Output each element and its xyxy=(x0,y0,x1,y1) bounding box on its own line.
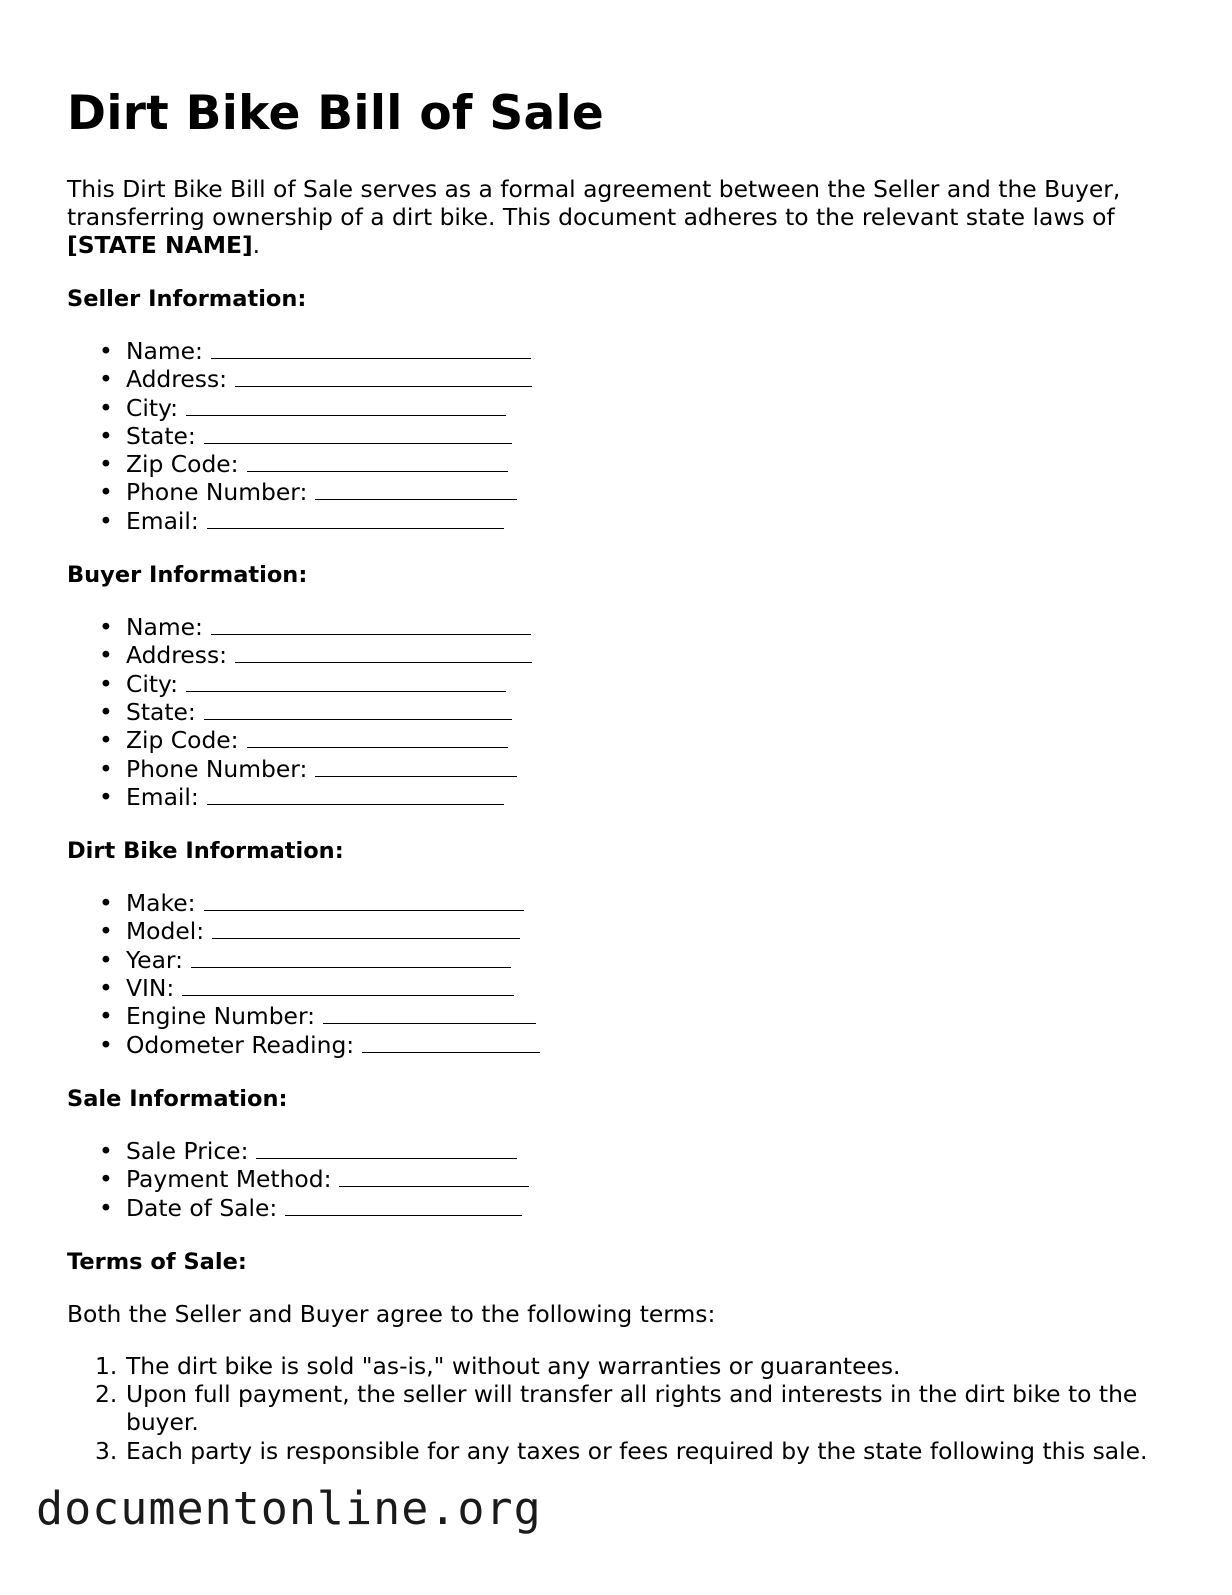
field-label: Zip Code: xyxy=(126,450,239,479)
seller-name-blank[interactable] xyxy=(211,338,531,359)
field-label: Sale Price: xyxy=(126,1136,249,1165)
field-label: Model: xyxy=(126,917,205,946)
buyer-state-field xyxy=(67,698,1177,726)
bike-year-field xyxy=(67,946,1177,974)
watermark: documentonline.org xyxy=(36,1482,542,1535)
field-label: State: xyxy=(126,421,196,450)
bike-vin-blank[interactable] xyxy=(182,975,514,996)
bullet: • xyxy=(99,337,113,365)
buyer-state-blank[interactable] xyxy=(204,699,512,720)
bullet: • xyxy=(99,506,113,535)
bike-make-field xyxy=(67,889,1177,917)
field-label: Payment Method: xyxy=(126,1165,332,1194)
buyer-address-field xyxy=(67,641,1177,669)
seller-state-blank[interactable] xyxy=(204,423,512,444)
field-label: Phone Number: xyxy=(126,754,308,783)
bullet: • xyxy=(99,421,113,450)
seller-address-blank[interactable] xyxy=(235,366,532,387)
term-item xyxy=(67,1380,1167,1437)
bike-model-field xyxy=(67,917,1177,945)
buyer-zip-field xyxy=(67,726,1177,754)
intro-text: This Dirt Bike Bill of Sale serves as a formal agreement between the Seller and the Buyer, transferring ownership of a dirt bike. This document adheres to the relevant state laws of xyxy=(67,175,1121,231)
bullet: • xyxy=(99,1136,113,1165)
bullet: • xyxy=(99,697,113,726)
buyer-phone-blank[interactable] xyxy=(315,756,517,777)
date-of-sale-field xyxy=(67,1194,1177,1222)
bullet: • xyxy=(99,641,113,670)
field-label: Zip Code: xyxy=(126,726,239,755)
buyer-city-blank[interactable] xyxy=(186,671,506,692)
buyer-zip-blank[interactable] xyxy=(247,727,508,748)
bike-heading: Dirt Bike Information: xyxy=(67,838,344,865)
bike-fields xyxy=(67,889,1177,1059)
bike-odometer-field xyxy=(67,1031,1177,1059)
buyer-fields xyxy=(67,613,1177,811)
seller-zip-blank[interactable] xyxy=(247,451,508,472)
terms-intro: Both the Seller and Buyer agree to the following terms: xyxy=(67,1299,716,1328)
bullet: • xyxy=(99,393,113,422)
bullet: • xyxy=(99,1002,113,1031)
buyer-email-blank[interactable] xyxy=(207,784,504,805)
bike-odometer-blank[interactable] xyxy=(362,1032,540,1053)
buyer-address-blank[interactable] xyxy=(235,642,532,663)
term-number: 1. xyxy=(95,1351,118,1380)
field-label: Make: xyxy=(126,889,196,918)
field-label: State: xyxy=(126,697,196,726)
field-label: Phone Number: xyxy=(126,478,308,507)
buyer-city-field xyxy=(67,670,1177,698)
terms-heading: Terms of Sale: xyxy=(67,1248,247,1275)
bullet: • xyxy=(99,754,113,783)
term-text: The dirt bike is sold "as-is," without any warranties or guarantees. xyxy=(126,1351,901,1380)
term-number: 2. xyxy=(95,1380,118,1409)
term-item xyxy=(67,1437,1167,1465)
bike-make-blank[interactable] xyxy=(204,890,524,911)
term-number: 3. xyxy=(95,1436,118,1465)
bike-model-blank[interactable] xyxy=(212,918,520,939)
seller-zip-field xyxy=(67,450,1177,478)
field-label: City: xyxy=(126,393,179,422)
bullet: • xyxy=(99,917,113,946)
bike-engine-number-blank[interactable] xyxy=(323,1003,536,1024)
field-label: Address: xyxy=(126,365,228,394)
bike-year-blank[interactable] xyxy=(191,947,511,968)
buyer-name-field xyxy=(67,613,1177,641)
payment-method-blank[interactable] xyxy=(339,1166,529,1187)
bullet: • xyxy=(99,478,113,507)
field-label: Address: xyxy=(126,641,228,670)
bullet: • xyxy=(99,613,113,642)
bullet: • xyxy=(99,726,113,755)
bullet: • xyxy=(99,1165,113,1194)
intro-end: . xyxy=(252,231,261,259)
field-label: Email: xyxy=(126,782,199,811)
payment-method-field xyxy=(67,1165,1177,1193)
field-label: Name: xyxy=(126,613,203,642)
document-title: Dirt Bike Bill of Sale xyxy=(67,86,605,141)
sale-price-blank[interactable] xyxy=(256,1138,517,1159)
bullet: • xyxy=(99,889,113,918)
buyer-name-blank[interactable] xyxy=(211,614,531,635)
seller-name-field xyxy=(67,337,1177,365)
field-label: Engine Number: xyxy=(126,1002,316,1031)
bullet: • xyxy=(99,945,113,974)
bullet: • xyxy=(99,669,113,698)
bike-engine-number-field xyxy=(67,1002,1177,1030)
term-item xyxy=(67,1352,1167,1380)
term-text: Upon full payment, the seller will transfer all rights and interests in the dirt bike to the buyer. xyxy=(126,1380,1138,1437)
buyer-email-field xyxy=(67,783,1177,811)
bullet: • xyxy=(99,1030,113,1059)
seller-city-field xyxy=(67,394,1177,422)
seller-heading: Seller Information: xyxy=(67,286,307,312)
bullet: • xyxy=(99,782,113,811)
bike-vin-field xyxy=(67,974,1177,1002)
terms-list xyxy=(67,1352,1167,1465)
seller-phone-field xyxy=(67,478,1177,506)
field-label: Date of Sale: xyxy=(126,1193,278,1222)
field-label: Email: xyxy=(126,506,199,535)
date-of-sale-blank[interactable] xyxy=(285,1195,522,1216)
buyer-phone-field xyxy=(67,755,1177,783)
intro-paragraph xyxy=(67,175,1167,259)
field-label: Name: xyxy=(126,337,203,365)
field-label: VIN: xyxy=(126,974,175,1003)
term-text: Each party is responsible for any taxes or fees required by the state following this sale. xyxy=(126,1436,1148,1465)
field-label: Odometer Reading: xyxy=(126,1030,355,1059)
document-page xyxy=(67,84,1177,1465)
seller-address-field xyxy=(67,365,1177,393)
bullet: • xyxy=(99,1193,113,1222)
seller-state-field xyxy=(67,422,1177,450)
bullet: • xyxy=(99,450,113,479)
sale-price-field xyxy=(67,1137,1177,1165)
bullet: • xyxy=(99,365,113,394)
field-label: City: xyxy=(126,669,179,698)
bullet: • xyxy=(99,974,113,1003)
state-name-placeholder: [STATE NAME] xyxy=(67,231,253,259)
seller-email-blank[interactable] xyxy=(207,508,504,529)
field-label: Year: xyxy=(126,945,183,974)
seller-city-blank[interactable] xyxy=(186,395,506,416)
sale-fields xyxy=(67,1137,1177,1222)
seller-email-field xyxy=(67,507,1177,535)
buyer-heading: Buyer Information: xyxy=(67,562,308,589)
seller-fields xyxy=(67,337,1177,535)
seller-phone-blank[interactable] xyxy=(315,479,517,500)
sale-heading: Sale Information: xyxy=(67,1085,288,1112)
